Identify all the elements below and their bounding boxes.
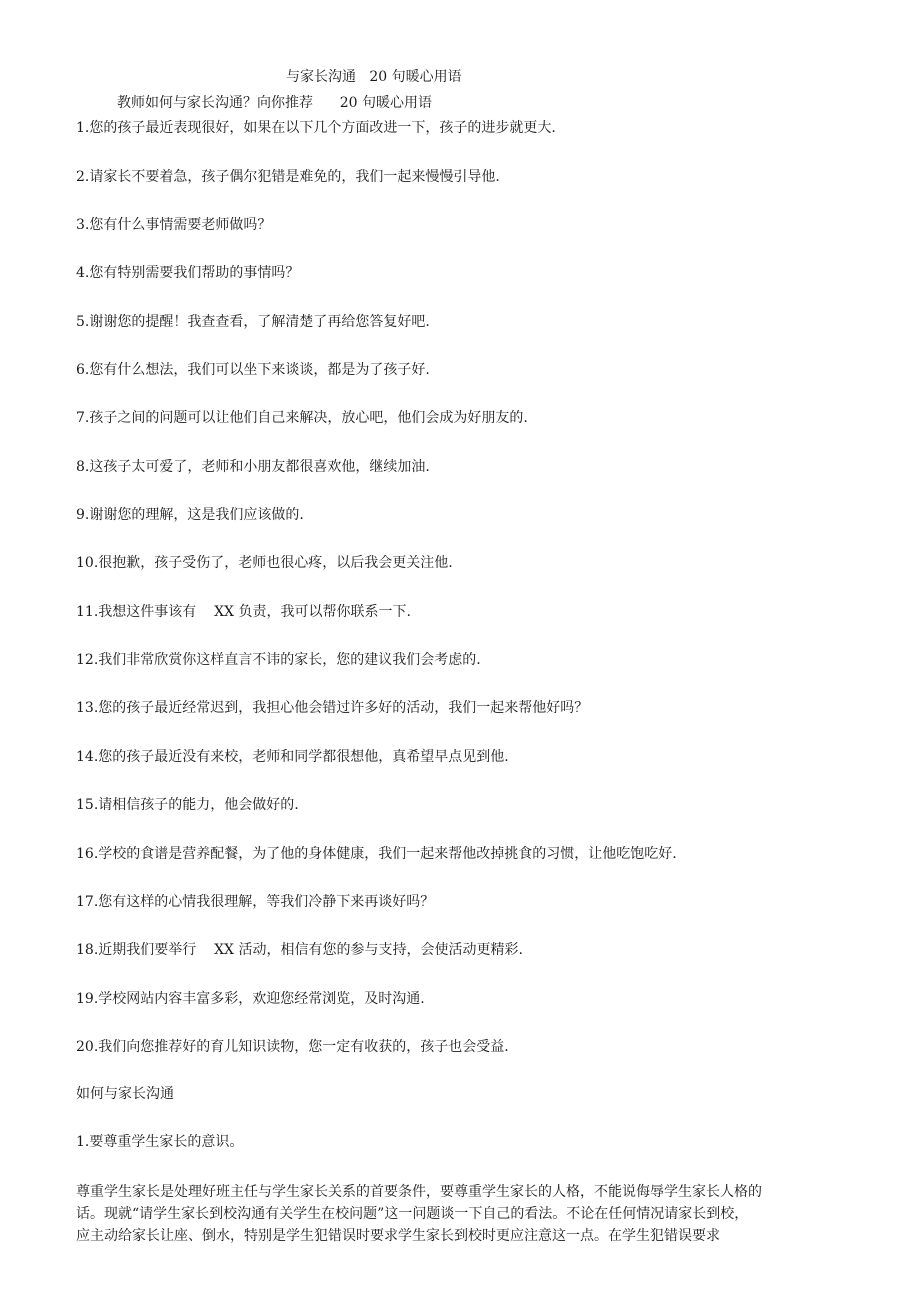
list-item: 9.谢谢您的理解，这是我们应该做的. xyxy=(76,507,304,523)
list-item: 3.您有什么事情需要老师做吗？ xyxy=(76,217,272,233)
list-item: 5.谢谢您的提醒！我查查看，了解清楚了再给您答复好吧. xyxy=(76,314,430,330)
list-item: 10.很抱歉，孩子受伤了，老师也很心疼，以后我会更关注他. xyxy=(76,555,453,571)
list-item: 19.学校网站内容丰富多彩，欢迎您经常浏览，及时沟通. xyxy=(76,991,425,1007)
list-item: 20.我们向您推荐好的育儿知识读物，您一定有收获的，孩子也会受益. xyxy=(76,1039,509,1055)
section-heading: 如何与家长沟通 xyxy=(76,1086,174,1102)
list-item: 14.您的孩子最近没有来校，老师和同学都很想他，真希望早点见到他. xyxy=(76,749,509,765)
list-item: 8.这孩子太可爱了，老师和小朋友都很喜欢他，继续加油. xyxy=(76,459,430,475)
paragraph-line: 话。现就“请学生家长到校沟通有关学生在校问题”这一问题谈一下自己的看法。不论在任何情况请家长到校， xyxy=(76,1206,749,1222)
section-item: 1.要尊重学生家长的意识。 xyxy=(76,1134,244,1150)
document-subtitle: 教师如何与家长沟通？向你推荐 20 句暖心用语 xyxy=(117,95,432,111)
list-item: 13.您的孩子最近经常迟到，我担心他会错过许多好的活动，我们一起来帮他好吗？ xyxy=(76,700,589,716)
list-item: 7.孩子之间的问题可以让他们自己来解决，放心吧，他们会成为好朋友的. xyxy=(76,410,528,426)
paragraph-line: 应主动给家长让座、倒水，特别是学生犯错误时要求学生家长到校时更应注意这一点。在学生犯错误要求 xyxy=(76,1228,720,1244)
list-item: 18.近期我们要举行 XX 活动，相信有您的参与支持，会使活动更精彩. xyxy=(76,942,523,958)
body-paragraph xyxy=(76,1181,796,1247)
list-item: 6.您有什么想法，我们可以坐下来谈谈，都是为了孩子好. xyxy=(76,362,430,378)
list-item: 11.我想这件事该有 XX 负责，我可以帮你联系一下. xyxy=(76,604,411,620)
list-item: 1.您的孩子最近表现很好，如果在以下几个方面改进一下，孩子的进步就更大. xyxy=(76,120,556,136)
list-item: 4.您有特别需要我们帮助的事情吗？ xyxy=(76,265,300,281)
list-item: 12.我们非常欣赏你这样直言不讳的家长，您的建议我们会考虑的. xyxy=(76,652,481,668)
list-item: 2.请家长不要着急，孩子偶尔犯错是难免的，我们一起来慢慢引导他. xyxy=(76,169,500,185)
paragraph-line: 尊重学生家长是处理好班主任与学生家长关系的首要条件，要尊重学生家长的人格，不能说侮辱学生家长人格的 xyxy=(76,1184,762,1200)
list-item: 17.您有这样的心情我很理解，等我们冷静下来再谈好吗？ xyxy=(76,894,435,910)
list-item: 15.请相信孩子的能力，他会做好的. xyxy=(76,797,299,813)
document-title: 与家长沟通 20 句暖心用语 xyxy=(286,69,462,85)
list-item: 16.学校的食谱是营养配餐，为了他的身体健康，我们一起来帮他改掉挑食的习惯，让他吃饱吃好. xyxy=(76,846,677,862)
